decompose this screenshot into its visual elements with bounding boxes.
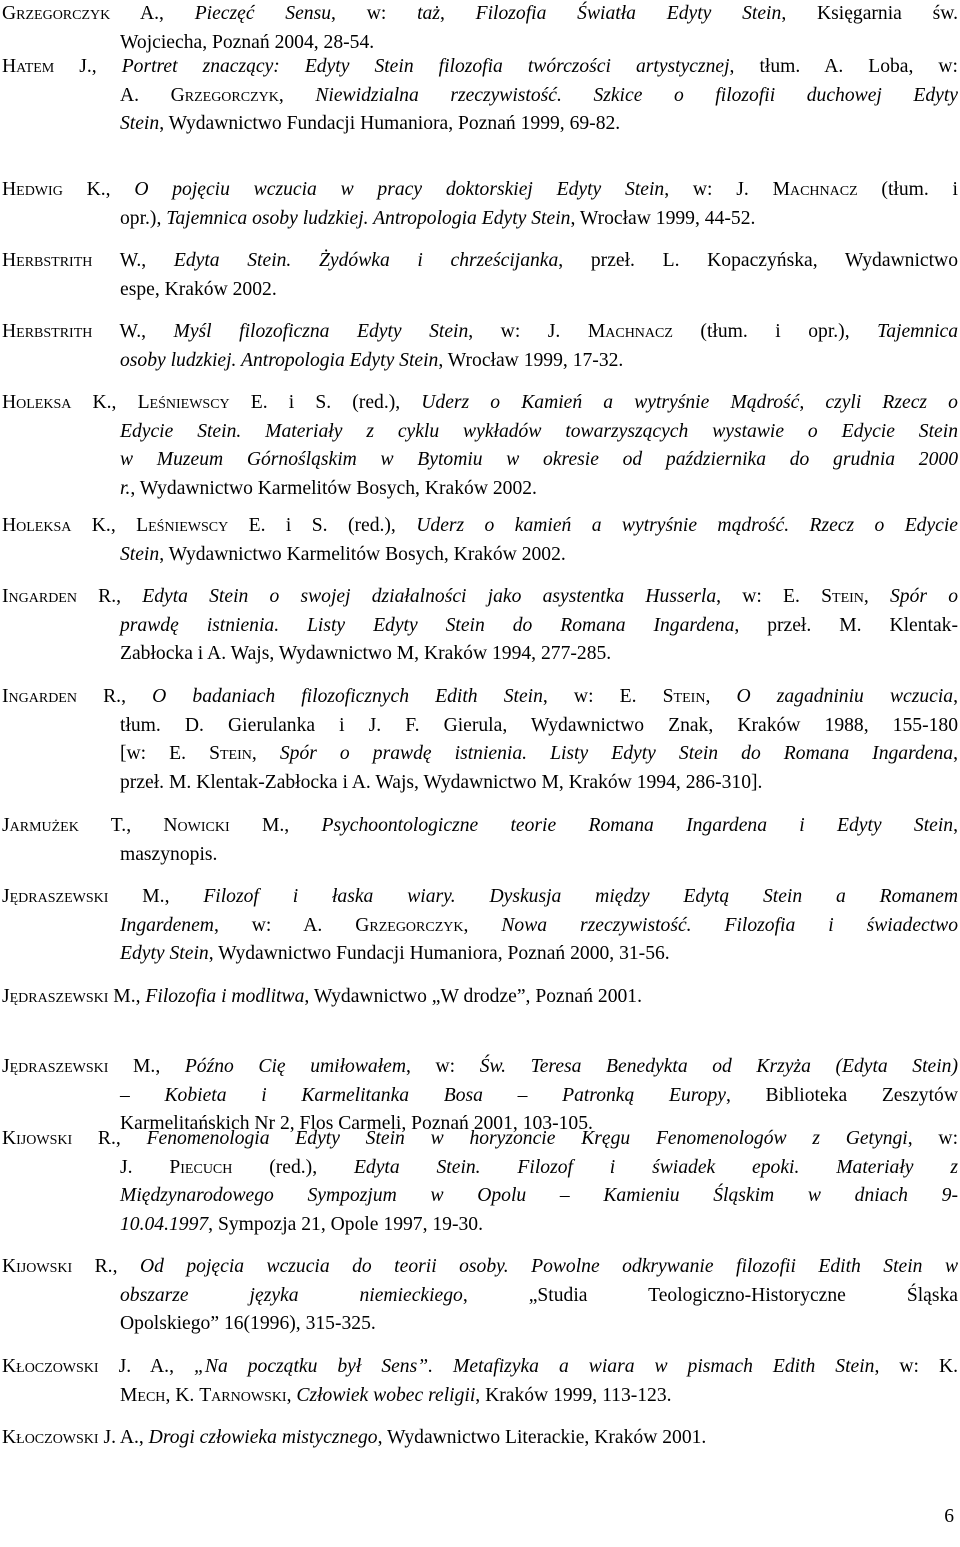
entry-line: – Kobieta i Karmelitanka Bosa – Patronką Europy, Biblioteka Zeszytów [120,1084,958,1106]
bibliography-entry [2,1125,958,1239]
entry-line: Stein, Wydawnictwo Fundacji Humaniora, Poznań 1999, 69-82. [120,113,621,134]
bibliography-entry [2,583,958,669]
entry-line: opr.), Tajemnica osoby ludzkiej. Antropologia Edyty Stein, Wrocław 1999, 44-52. [120,207,756,229]
entry-line: przeł. M. Klentak-Zabłocka i A. Wajs, Wydawnictwo M, Kraków 1994, 286-310]. [120,771,763,793]
entry-line: Hatem J., Portret znaczący: Edyty Stein filozofia twórczości artystycznej, tłum. A. Loba, w: [2,56,958,77]
bibliography-entry [2,512,958,569]
bibliography-entry [2,683,958,797]
bibliography-entry [2,389,958,503]
entry-line: obszarze języka niemieckiego, „Studia Teologiczno-Historyczne Śląska [120,1284,958,1306]
entry-line: Ingardenem, w: A. Grzegorczyk, Nowa rzeczywistość. Filozofia i świadectwo [120,914,959,936]
entry-line: Edyty Stein, Wydawnictwo Fundacji Humaniora, Poznań 2000, 31-56. [120,943,670,964]
entry-line: Jędraszewski M., Późno Cię umiłowałem, w: Św. Teresa Benedykta od Krzyża (Edyta Stein) [2,1056,958,1077]
entry-line: Wojciecha, Poznań 2004, 28-54. [120,31,375,53]
entry-line: Mech, K. Tarnowski, Człowiek wobec religii, Kraków 1999, 113-123. [120,1384,672,1406]
entry-line: maszynopis. [120,843,218,865]
entry-line: A. Grzegorczyk, Niewidzialna rzeczywistość. Szkice o filozofii duchowej Edyty [120,84,958,106]
entry-line: Edycie Stein. Materiały z cyklu wykładów towarzyszących wystawie o Edycie Stein [120,420,958,442]
entry-line: Kłoczowski J. A., „Na początku był Sens”. Metafizyka a wiara w pismach Edith Stein, w: K. [2,1356,959,1377]
entry-line: J. Piecuch (red.), Edyta Stein. Filozof i świadek epoki. Materiały z [120,1156,958,1178]
entry-line: [w: E. Stein, Spór o prawdę istnienia. Listy Edyty Stein do Romana Ingardena, [120,743,958,764]
entry-line: prawdę istnienia. Listy Edyty Stein do Romana Ingardena, przeł. M. Klentak- [120,614,958,636]
entry-line: r., Wydawnictwo Karmelitów Bosych, Kraków 2002. [120,477,537,499]
entry-line: Ingarden R., Edyta Stein o swojej działalności jako asystentka Husserla, w: E. Stein, Spór o [2,586,959,607]
entry-line: Międzynarodowego Sympozjum w Opolu – Kamieniu Śląskim w dniach 9- [120,1185,958,1206]
entry-line: Holeksa K., Leśniewscy E. i S. (red.), Uderz o kamień a wytryśnie mądrość. Rzecz o Edycie [2,515,959,536]
bibliography-entry [2,983,958,1012]
bibliography-entry [2,247,958,304]
entry-line: Jędraszewski M., Filozofia i modlitwa, Wydawnictwo „W drodze”, Poznań 2001. [2,986,643,1007]
entry-line: Holeksa K., Leśniewscy E. i S. (red.), Uderz o Kamień a wytryśnie Mądrość, czyli Rzecz o [2,392,958,413]
entry-line: Herbstrith W., Myśl filozoficzna Edyty Stein, w: J. Machnacz (tłum. i opr.), Tajemnica [2,321,959,342]
entry-line: osoby ludzkiej. Antropologia Edyty Stein, Wrocław 1999, 17-32. [120,349,624,371]
entry-line: w Muzeum Górnośląskim w Bytomiu w okresie od października do grudnia 2000 [120,449,958,470]
entry-line: Grzegorczyk A., Pieczęć Sensu, w: taż, Filozofia Światła Edyty Stein, Księgarnia św. [2,3,959,24]
bibliography-entry [2,883,958,969]
bibliography-entry [2,53,958,139]
bibliography-entry [2,1424,958,1453]
entry-line: Zabłocka i A. Wajs, Wydawnictwo M, Kraków 1994, 277-285. [120,643,612,664]
entry-line: tłum. D. Gierulanka i J. F. Gierula, Wydawnictwo Znak, Kraków 1988, 155-180 [120,714,958,736]
entry-line: Jędraszewski M., Filozof i łaska wiary. Dyskusja między Edytą Stein a Romanem [2,886,958,907]
entry-line: Hedwig K., O pojęciu wczucia w pracy doktorskiej Edyty Stein, w: J. Machnacz (tłum. i [2,179,958,200]
entry-line: Stein, Wydawnictwo Karmelitów Bosych, Kraków 2002. [120,543,566,565]
bibliography-entry [2,318,958,375]
entry-line: Herbstrith W., Edyta Stein. Żydówka i chrześcijanka, przeł. L. Kopaczyńska, Wydawnictwo [2,250,959,271]
entry-line: Ingarden R., O badaniach filozoficznych Edith Stein, w: E. Stein, O zagadniniu wczucia, [2,686,959,707]
entry-line: Opolskiego” 16(1996), 315-325. [120,1313,376,1334]
entry-line: Jarmużek T., Nowicki M., Psychoontologiczne teorie Romana Ingardena i Edyty Stein, [2,815,959,836]
entry-line: Kijowski R., Fenomenologia Edyty Stein w horyzoncie Kręgu Fenomenologów z Getyngi, w: [2,1128,959,1149]
entry-line: espe, Kraków 2002. [120,278,277,300]
entry-line: Kijowski R., Od pojęcia wczucia do teorii osoby. Powolne odkrywanie filozofii Edith Stein w [2,1256,959,1277]
bibliography-entry [2,1353,958,1410]
bibliography-entry [2,812,958,869]
bibliography-entry [2,1253,958,1339]
entry-line: Kłoczowski J. A., Drogi człowieka mistycznego, Wydawnictwo Literackie, Kraków 2001. [2,1427,707,1448]
entry-line: 10.04.1997, Sympozja 21, Opole 1997, 19-30. [120,1213,484,1235]
bibliography-entry [2,0,958,57]
entry-line: Karmelitańskich Nr 2, Flos Carmeli, Poznań 2001, 103-105. [120,1113,593,1134]
bibliography-entry [2,176,958,233]
page-number: 6 [944,1506,954,1527]
